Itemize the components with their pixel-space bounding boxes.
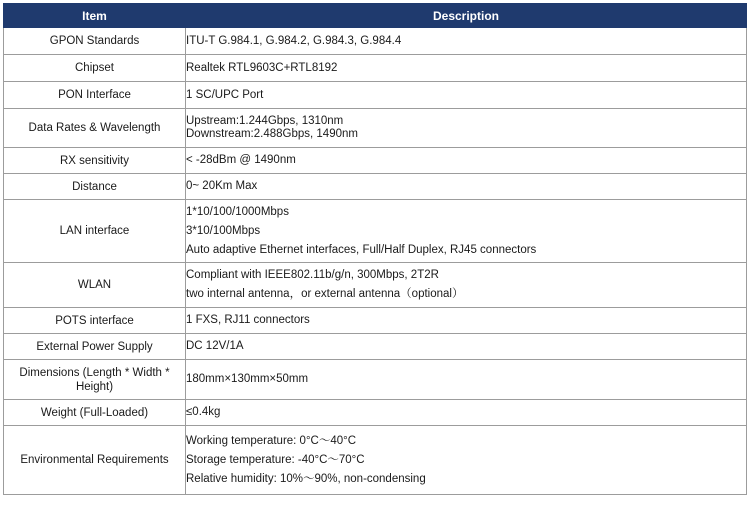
description-line: 180mm×130mm×50mm [186,373,309,385]
row-item: External Power Supply [4,334,186,360]
row-item: Data Rates & Wavelength [4,109,186,148]
spec-table [3,3,747,495]
row-description [186,426,747,495]
row-description [186,308,747,334]
row-item: Chipset [4,55,186,82]
row-item: Environmental Requirements [4,426,186,495]
row-description [186,360,747,400]
description-line: < -28dBm @ 1490nm [186,154,296,166]
description-line: Relative humidity: 10%～90%, non-condensing [186,472,426,485]
row-description [186,400,747,426]
row-description [186,28,747,55]
description-line: 3*10/100Mbps [186,224,261,237]
description-line: 1*10/100/1000Mbps [186,205,289,218]
description-line: Auto adaptive Ethernet interfaces, Full/Half Duplex, RJ45 connectors [186,243,537,256]
row-item: LAN interface [4,200,186,263]
table-row [4,263,747,308]
table-row [4,334,747,360]
row-item: GPON Standards [4,28,186,55]
description-line: ≤0.4kg [186,406,221,418]
description-line: Compliant with IEEE802.11b/g/n, 300Mbps, 2T2R [186,269,439,281]
table-row [4,360,747,400]
table-row [4,55,747,82]
table-row [4,308,747,334]
table-row [4,148,747,174]
row-description [186,148,747,174]
row-item: POTS interface [4,308,186,334]
row-item: RX sensitivity [4,148,186,174]
table-row [4,400,747,426]
row-description [186,174,747,200]
header-description: Description [186,4,747,28]
table-row [4,200,747,263]
row-description [186,334,747,360]
description-line: Downstream:2.488Gbps, 1490nm [186,128,358,140]
table-row [4,174,747,200]
header-item: Item [4,4,186,28]
row-item: Dimensions (Length * Width * Height) [4,360,186,400]
row-description [186,55,747,82]
description-line: Storage temperature: -40°C～70°C [186,453,365,466]
description-line: 0~ 20Km Max [186,180,258,192]
description-line: Working temperature: 0°C～40°C [186,434,357,447]
description-line: Upstream:1.244Gbps, 1310nm [186,115,344,127]
description-line: Realtek RTL9603C+RTL8192 [186,61,338,74]
description-line: two internal antenna，or external antenna（optional） [186,288,464,300]
row-description [186,109,747,148]
description-line: 1 FXS, RJ11 connectors [186,314,310,326]
table-row [4,82,747,109]
row-description [186,200,747,263]
table-row [4,109,747,148]
table-row [4,426,747,495]
description-line: DC 12V/1A [186,340,244,352]
row-item: Weight (Full-Loaded) [4,400,186,426]
description-line: ITU-T G.984.1, G.984.2, G.984.3, G.984.4 [186,34,402,47]
row-description [186,82,747,109]
description-line: 1 SC/UPC Port [186,88,264,101]
row-item: PON Interface [4,82,186,109]
row-item: Distance [4,174,186,200]
table-header-row [4,4,747,28]
table-row [4,28,747,55]
row-item: WLAN [4,263,186,308]
row-description [186,263,747,308]
